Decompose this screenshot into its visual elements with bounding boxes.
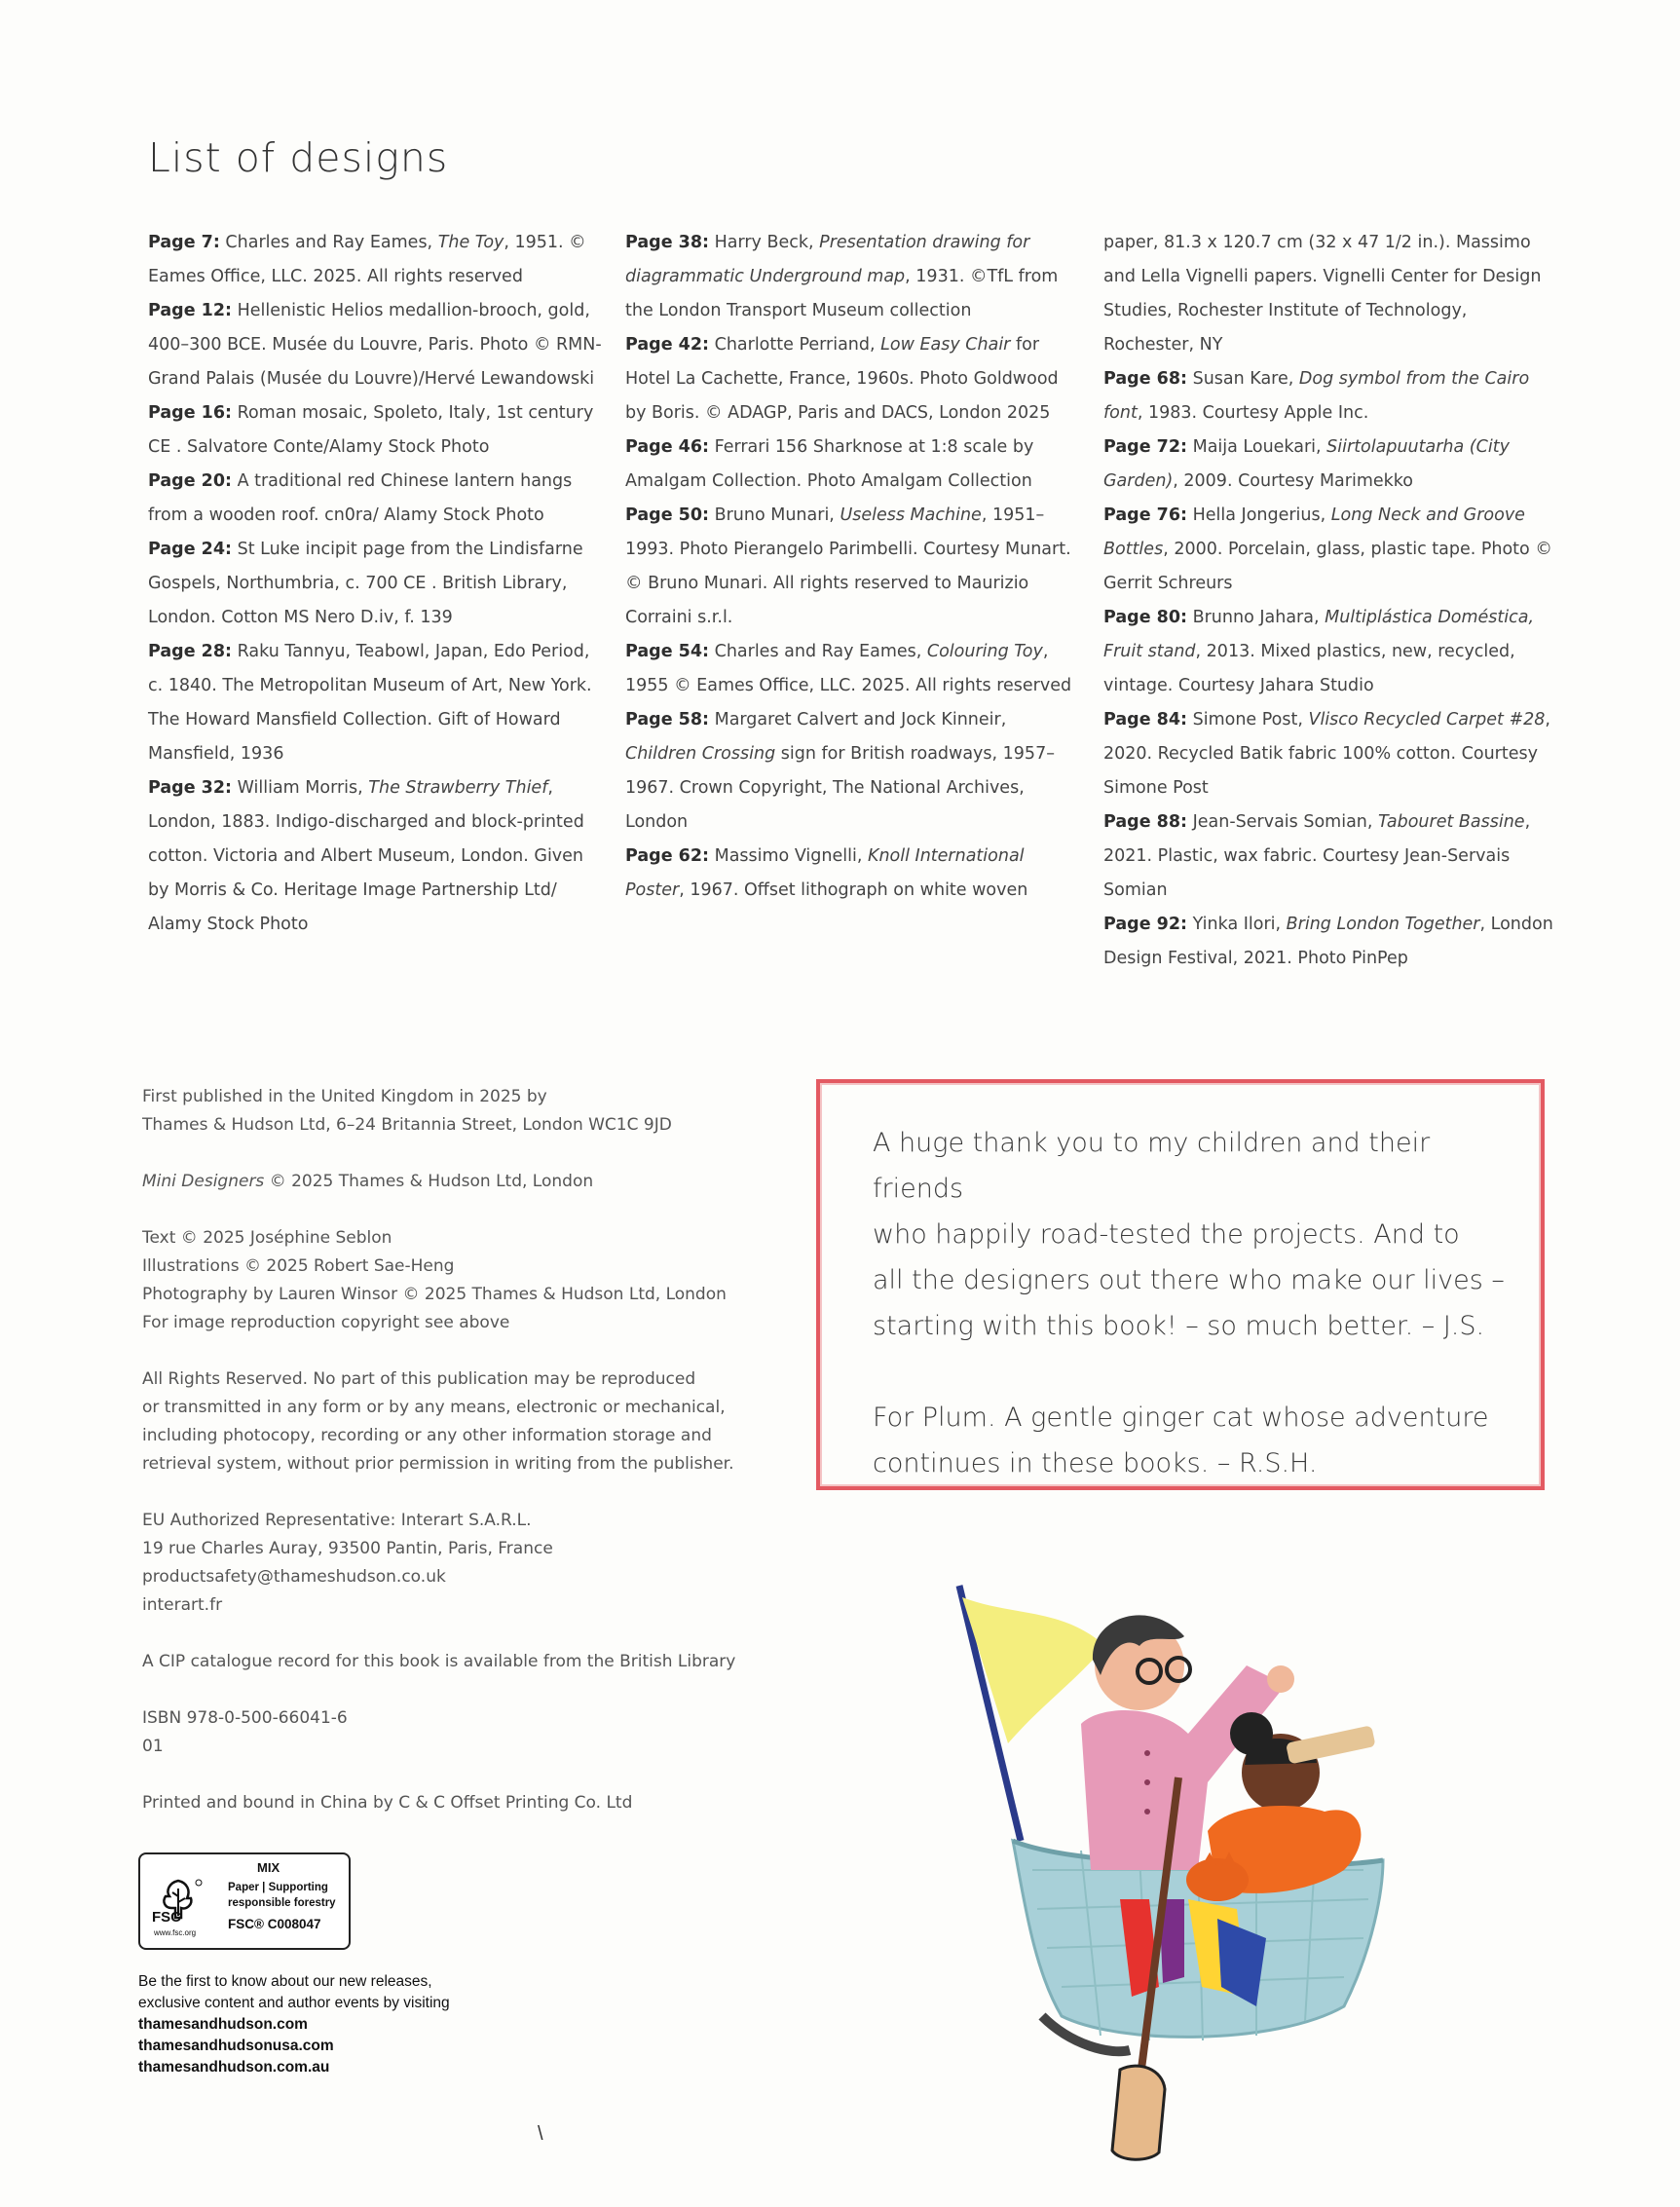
credit-text: Susan Kare,	[1192, 369, 1299, 389]
text-credit: Text © 2025 Joséphine Seblon	[142, 1228, 392, 1248]
credit-text: , 2021. Plastic, wax fabric. Courtesy Jean-Servais Somian	[1103, 812, 1531, 900]
credit-text: Roman mosaic, Spoleto, Italy, 1st century CE . Salvatore Conte/Alamy Stock Photo	[148, 403, 594, 457]
credit-entry	[148, 533, 604, 635]
newsletter-promo	[138, 1971, 547, 2078]
promo-line-1: Be the first to know about our new releases,	[138, 1973, 432, 1990]
credits-column-1	[148, 226, 604, 942]
rights-line-1: All Rights Reserved. No part of this publication may be reproduced	[142, 1369, 696, 1389]
credit-work-title: Siirtolapuutarha (City Garden)	[1103, 437, 1510, 491]
credit-page-number: Page 72:	[1103, 437, 1188, 457]
thanks-line-1: A huge thank you to my children and their friends	[873, 1128, 1431, 1204]
credit-work-title: The Toy	[437, 233, 504, 252]
thanks-line-4: starting with this book! – so much better. – J.S.	[873, 1311, 1485, 1341]
credit-page-number: Page 68:	[1103, 369, 1188, 389]
fsc-badge	[138, 1852, 351, 1950]
credit-entry	[148, 771, 604, 942]
credit-text: Brunno Jahara,	[1192, 608, 1325, 627]
photography-credit: Photography by Lauren Winsor © 2025 Thames & Hudson Ltd, London	[142, 1285, 727, 1304]
credit-entry	[148, 294, 604, 396]
credit-text: Hellenistic Helios medallion-brooch, gold, 400–300 BCE. Musée du Louvre, Paris. Photo © RMN-Grand Palais (Musée du Louvre)/Hervé Lewandowski	[148, 301, 602, 389]
credit-text: paper, 81.3 x 120.7 cm (32 x 47 1/2 in.). Massimo and Lella Vignelli papers. Vignelli Center for Design Studies, Rochester Institute of Technology, Rochester, NY	[1103, 233, 1542, 355]
credit-text: Jean-Servais Somian,	[1192, 812, 1379, 832]
credit-text: , London, 1883. Indigo-discharged and block-printed cotton. Victoria and Albert Museum, London. Given by Morris & Co. Heritage Image Partnership Ltd/ Alamy Stock Photo	[148, 778, 584, 934]
credit-text: Bruno Munari,	[714, 505, 840, 525]
credit-page-number: Page 42:	[625, 335, 710, 355]
credit-work-title: Tabouret Bassine	[1378, 812, 1525, 832]
credit-work-title: Long Neck and Groove Bottles	[1103, 505, 1525, 559]
printed-and-bound: Printed and bound in China by C & C Offset Printing Co. Ltd	[142, 1793, 633, 1813]
fsc-wordmark: FSC	[152, 1909, 181, 1926]
credit-text: Charles and Ray Eames,	[714, 642, 927, 661]
credit-work-title: Children Crossing	[625, 744, 776, 764]
credit-entry	[148, 226, 604, 294]
rights-line-4: retrieval system, without prior permission in writing from the publisher.	[142, 1454, 734, 1474]
fsc-website: www.fsc.org	[154, 1928, 197, 1937]
credit-page-number: Page 76:	[1103, 505, 1188, 525]
fsc-mix-label: MIX	[257, 1860, 280, 1875]
credit-work-title: Bring London Together	[1286, 915, 1480, 934]
credit-work-title: Dog symbol from the Cairo font	[1103, 369, 1530, 423]
dedication-line-1: For Plum. A gentle ginger cat whose adventure	[873, 1403, 1489, 1433]
promo-url-uk[interactable]: thamesandhudson.com	[138, 2016, 308, 2033]
copyright-line	[142, 1168, 804, 1196]
credit-text: Harry Beck,	[714, 233, 820, 252]
promo-url-au[interactable]: thamesandhudson.com.au	[138, 2059, 330, 2076]
fsc-license-code: FSC® C008047	[228, 1917, 321, 1931]
credit-text: St Luke incipit page from the Lindisfarne Gospels, Northumbria, c. 700 CE . British Library, London. Cotton MS Nero D.iv, f. 139	[148, 540, 583, 627]
credits-column-2	[625, 226, 1081, 908]
credit-page-number: Page 88:	[1103, 812, 1188, 832]
credit-text: Charles and Ray Eames,	[225, 233, 438, 252]
credit-text: Simone Post,	[1192, 710, 1309, 729]
credit-work-title: Multiplástica Doméstica, Fruit stand	[1103, 608, 1535, 661]
credit-entry	[625, 226, 1081, 328]
credit-entry	[625, 635, 1081, 703]
credit-text: for Hotel La Cachette, France, 1960s. Photo Goldwood by Boris. © ADAGP, Paris and DACS, London 2025	[625, 335, 1059, 423]
credit-text: , 2000. Porcelain, glass, plastic tape. Photo © Gerrit Schreurs	[1103, 540, 1552, 593]
cip-record: A CIP catalogue record for this book is available from the British Library	[142, 1652, 736, 1671]
credit-page-number: Page 80:	[1103, 608, 1188, 627]
credit-text: sign for British roadways, 1957–1967. Crown Copyright, The National Archives, London	[625, 744, 1055, 832]
credit-text: , London Design Festival, 2021. Photo PinPep	[1103, 915, 1553, 968]
credit-page-number: Page 20:	[148, 471, 233, 491]
credit-page-number: Page 92:	[1103, 915, 1188, 934]
isbn: ISBN 978-0-500-66041-6	[142, 1708, 348, 1728]
thanks-line-3: all the designers out there who make our lives –	[873, 1265, 1505, 1295]
credit-entry	[148, 465, 604, 533]
credit-entry	[625, 430, 1081, 499]
credit-work-title: The Strawberry Thief	[368, 778, 548, 798]
credit-text: , 1951–1993. Photo Pierangelo Parimbelli. Courtesy Munart. © Bruno Munari. All rights reserved to Maurizio Corraini s.r.l.	[625, 505, 1071, 627]
eu-address: 19 rue Charles Auray, 93500 Pantin, Paris, France	[142, 1539, 553, 1558]
credit-entry	[1103, 226, 1561, 362]
credits-column-3	[1103, 226, 1561, 976]
credit-work-title: Low Easy Chair	[880, 335, 1011, 355]
credit-work-title: Useless Machine	[840, 505, 982, 525]
credit-page-number: Page 12:	[148, 301, 233, 320]
credit-entry	[625, 328, 1081, 430]
credit-entry	[1103, 703, 1561, 805]
credit-page-number: Page 50:	[625, 505, 710, 525]
thanks-spacer	[873, 1349, 1515, 1395]
cat	[1186, 1858, 1249, 1901]
credit-entry	[1103, 908, 1561, 976]
image-reproduction-note: For image reproduction copyright see above	[142, 1313, 510, 1332]
credit-text: , 1983. Courtesy Apple Inc.	[1137, 403, 1369, 423]
credit-text: William Morris,	[237, 778, 369, 798]
credit-page-number: Page 58:	[625, 710, 710, 729]
credit-text: Raku Tannyu, Teabowl, Japan, Edo Period, c. 1840. The Metropolitan Museum of Art, New York. The Howard Mansfield Collection. Gift of Howard Mansfield, 1936	[148, 642, 592, 764]
credit-entry	[1103, 499, 1561, 601]
credit-work-title: Knoll International Poster	[625, 846, 1025, 900]
credit-text: , 2020. Recycled Batik fabric 100% cotton. Courtesy Simone Post	[1103, 710, 1550, 798]
first-published-line-1: First published in the United Kingdom in 2025 by	[142, 1087, 547, 1106]
copyright-text: © 2025 Thames & Hudson Ltd, London	[264, 1172, 594, 1191]
page-title: List of designs	[148, 134, 449, 181]
credit-page-number: Page 7:	[148, 233, 220, 252]
credit-entry	[625, 840, 1081, 908]
credit-page-number: Page 32:	[148, 778, 233, 798]
thanks-line-2: who happily road-tested the projects. And to	[873, 1219, 1460, 1250]
credit-text: , 2013. Mixed plastics, new, recycled, vintage. Courtesy Jahara Studio	[1103, 642, 1515, 695]
credit-entry	[1103, 362, 1561, 430]
promo-url-usa[interactable]: thamesandhudsonusa.com	[138, 2038, 334, 2054]
credit-text: Massimo Vignelli,	[714, 846, 868, 866]
fsc-responsible-forestry: responsible forestry	[228, 1897, 336, 1909]
credit-text: , 1951. © Eames Office, LLC. 2025. All rights reserved	[148, 233, 586, 286]
credit-text: , 1931. ©TfL from the London Transport Museum collection	[625, 267, 1059, 320]
credit-page-number: Page 46:	[625, 437, 710, 457]
credit-page-number: Page 24:	[148, 540, 233, 559]
credit-entry	[625, 703, 1081, 840]
credit-text: Yinka Ilori,	[1192, 915, 1287, 934]
first-published-line-2: Thames & Hudson Ltd, 6–24 Britannia Street, London WC1C 9JD	[142, 1115, 672, 1135]
eu-representative: EU Authorized Representative: Interart S.A.R.L.	[142, 1511, 532, 1530]
credit-page-number: Page 62:	[625, 846, 710, 866]
credit-text: A traditional red Chinese lantern hangs from a wooden roof. cn0ra/ Alamy Stock Photo	[148, 471, 573, 525]
eu-email: productsafety@thameshudson.co.uk	[142, 1567, 446, 1587]
credit-entry	[148, 635, 604, 771]
credit-page-number: Page 38:	[625, 233, 710, 252]
credit-page-number: Page 84:	[1103, 710, 1188, 729]
credit-page-number: Page 28:	[148, 642, 233, 661]
promo-line-2: exclusive content and author events by visiting	[138, 1995, 450, 2011]
credit-text: Hella Jongerius,	[1192, 505, 1331, 525]
stray-mark: \	[538, 2123, 543, 2145]
acknowledgement-text	[873, 1120, 1515, 1486]
book-title: Mini Designers	[142, 1172, 265, 1191]
rights-line-2: or transmitted in any form or by any means, electronic or mechanical,	[142, 1398, 726, 1417]
eu-website: interart.fr	[142, 1595, 223, 1615]
credit-text: , 2009. Courtesy Marimekko	[1173, 471, 1413, 491]
credit-entry	[148, 396, 604, 465]
credit-text: , 1955 © Eames Office, LLC. 2025. All rights reserved	[625, 642, 1072, 695]
telescope	[1286, 1725, 1376, 1764]
rights-line-3: including photocopy, recording or any other information storage and	[142, 1426, 712, 1445]
print-number: 01	[142, 1737, 164, 1756]
credit-work-title: Presentation drawing for diagrammatic Underground map	[625, 233, 1030, 286]
credit-entry	[1103, 805, 1561, 908]
credit-text: Ferrari 156 Sharknose at 1:8 scale by Amalgam Collection. Photo Amalgam Collection	[625, 437, 1034, 491]
fsc-paper-supporting: Paper | Supporting	[228, 1882, 328, 1893]
credit-page-number: Page 16:	[148, 403, 233, 423]
credit-entry	[1103, 601, 1561, 703]
credit-page-number: Page 54:	[625, 642, 710, 661]
credit-entry	[625, 499, 1081, 635]
illustration-credit: Illustrations © 2025 Robert Sae-Heng	[142, 1256, 455, 1276]
credit-text: Margaret Calvert and Jock Kinneir,	[714, 710, 1007, 729]
credit-text: , 1967. Offset lithograph on white woven	[679, 880, 1028, 900]
credit-work-title: Vlisco Recycled Carpet #28	[1308, 710, 1546, 729]
credit-text: Maija Louekari,	[1192, 437, 1327, 457]
imprint-block	[142, 1083, 804, 1817]
oar-blade	[1112, 2066, 1165, 2159]
credit-work-title: Colouring Toy	[926, 642, 1043, 661]
dedication-line-2: continues in these books. – R.S.H.	[873, 1448, 1318, 1478]
boat-illustration	[954, 1578, 1578, 2162]
credit-entry	[1103, 430, 1561, 499]
credit-text: Charlotte Perriand,	[714, 335, 881, 355]
